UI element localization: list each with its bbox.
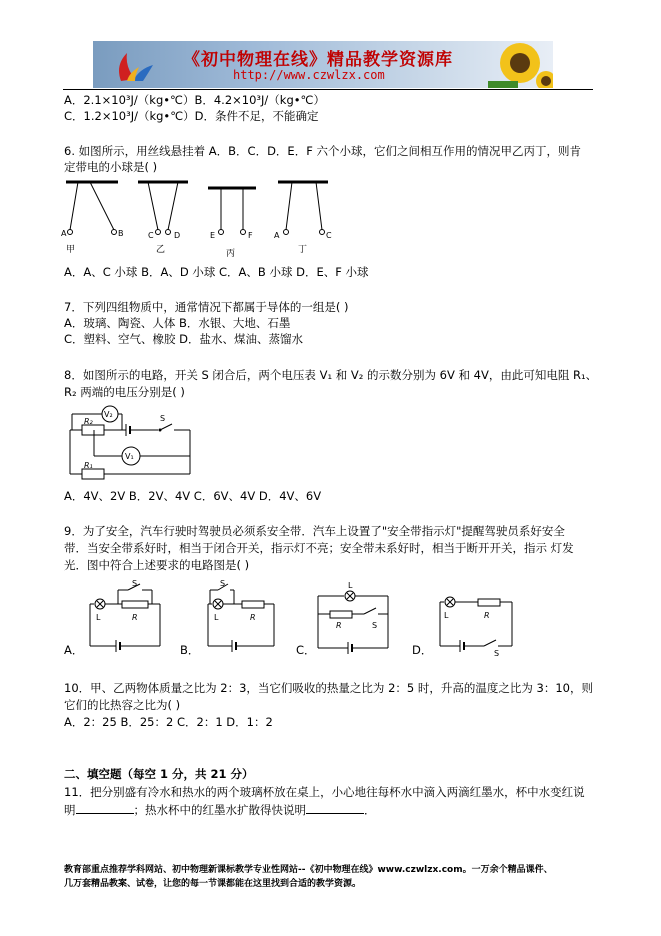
q6-ball-label: C: [326, 231, 332, 240]
q9-option-d: D．: [412, 643, 433, 657]
q9-circuit-b: [208, 579, 274, 652]
q6-fig-yi: [138, 182, 188, 235]
q8-stem-line2: R₂ 两端的电压分别是( ): [64, 385, 185, 399]
svg-text:S: S: [132, 579, 138, 588]
svg-text:S: S: [494, 649, 500, 658]
q11-prefix: 明: [64, 803, 76, 817]
footer-line1: 教育部重点推荐学科网站、初中物理新课标教学专业性网站--《初中物理在线》www.czwlzx.com。一万余个精品课件、: [64, 865, 553, 875]
q10-stem-line1: 10．甲、乙两物体质量之比为 2：3，当它们吸收的热量之比为 2：5 时，升高的温度之比为 3：10，则: [64, 681, 593, 695]
q6-fig-caption: 丙: [226, 249, 236, 258]
q9-circuit-a: [90, 579, 160, 652]
svg-text:R: R: [484, 611, 490, 620]
q8-options: A．4V、2V B．2V、4V C．6V、4V D．4V、6V: [64, 489, 322, 503]
sunflower-icon: [488, 41, 553, 88]
q9-circuit-d: [440, 597, 512, 658]
q10-options: A．2：25 B．25：2 C．2：1 D．1：2: [64, 715, 273, 729]
svg-text:R: R: [132, 613, 138, 622]
q9-stem-line1: 9．为了安全，汽车行驶时驾驶员必须系安全带．汽车上设置了"安全带指示灯"提醒驾驶员系好安全: [64, 524, 565, 538]
section-heading: 二、填空题（每空 1 分，共 21 分）: [64, 767, 254, 781]
q9-stem-line2: 带．当安全带系好时，相当于闭合开关，指示灯不亮；安全带未系好时，相当于断开开关，指示 灯发: [64, 541, 574, 555]
q6-stem-line2: 定带电的小球是( ): [64, 160, 158, 174]
q9-circuit-c: [318, 581, 388, 654]
header-rule: [63, 89, 593, 90]
q11-line2: [64, 801, 376, 818]
q11-line1: 11．把分别盛有冷水和热水的两个玻璃杯放在桌上，小心地往每杯水中滴入两滴红墨水，杯中水变红说: [64, 785, 585, 799]
svg-text:R: R: [250, 613, 256, 622]
svg-text:S: S: [372, 621, 378, 630]
site-logo-icon: [113, 47, 163, 85]
answer-blank-1[interactable]: [76, 801, 134, 814]
q11-middle: ；热水杯中的红墨水扩散得快说明: [133, 803, 306, 817]
svg-text:S: S: [220, 579, 226, 588]
svg-text:R: R: [336, 621, 342, 630]
q6-fig-caption: 乙: [156, 245, 166, 255]
q7-options-line1: A．玻璃、陶瓷、人体 B．水银、大地、石墨: [64, 316, 291, 330]
q6-ball-label: B: [118, 229, 124, 238]
q8-stem-line1: 8．如图所示的电路，开关 S 闭合后，两个电压表 V₁ 和 V₂ 的示数分别为 6V 和 4V，由此可知电阻 R₁、: [64, 368, 598, 382]
q6-ball-label: E: [210, 231, 216, 240]
q6-fig-ding: [278, 182, 328, 235]
q8-label-s: S: [160, 414, 166, 423]
q8-circuit-diagram: [64, 402, 204, 484]
q9-circuit-options: [60, 578, 530, 658]
q8-label-v1: V₁: [125, 452, 134, 461]
banner-url[interactable]: http://www.czwlzx.com: [233, 68, 385, 82]
q9-option-a: A．: [64, 643, 84, 657]
q9-option-c: C．: [296, 643, 316, 657]
q8-label-r1: R₁: [84, 461, 93, 470]
q9-stem-line3: 光．图中符合上述要求的电路图是( ): [64, 558, 250, 572]
q6-ball-label: F: [248, 231, 253, 240]
q10-stem-line2: 它们的比热容之比为( ): [64, 698, 181, 712]
banner-title: 《初中物理在线》精品教学资源库: [183, 50, 453, 70]
svg-text:L: L: [214, 613, 219, 622]
q9-option-b: B．: [180, 643, 200, 657]
svg-text:L: L: [444, 611, 449, 620]
svg-text:L: L: [96, 613, 101, 622]
q6-fig-bing: [208, 188, 256, 235]
q6-ball-label: D: [174, 231, 181, 240]
q6-stem-line1: 6. 如图所示，用丝线悬挂着 A．B．C．D．E．F 六个小球，它们之间相互作用的情况甲乙丙丁，则肯: [64, 144, 581, 158]
q5-options-line2: C．1.2×10³J/（kg•℃）D．条件不足，不能确定: [64, 109, 319, 123]
header-banner: [93, 41, 553, 88]
q11-end: ．: [364, 803, 376, 817]
q6-fig-caption: 丁: [298, 245, 308, 255]
q7-options-line2: C．塑料、空气、橡胶 D．盐水、煤油、蒸馏水: [64, 332, 304, 346]
q8-label-r2: R₂: [84, 417, 93, 426]
answer-blank-2[interactable]: [306, 801, 364, 814]
q5-options-line1: A．2.1×10³J/（kg•℃）B．4.2×10³J/（kg•℃）: [64, 93, 325, 107]
q6-ball-label: C: [148, 231, 154, 240]
q6-ball-label: A: [274, 231, 280, 240]
footer-line2: 几万套精品教案、试卷，让您的每一节课都能在这里找到合适的教学资源。: [64, 879, 362, 889]
q6-fig-jia: [66, 182, 118, 235]
q6-fig-caption: 甲: [66, 245, 76, 255]
q8-label-v2: V₂: [104, 410, 113, 419]
q7-stem: 7．下列四组物质中，通常情况下都属于导体的一组是( ): [64, 300, 349, 314]
q6-ball-label: A: [61, 229, 67, 238]
svg-text:L: L: [348, 581, 353, 590]
q6-figure: [60, 176, 340, 258]
q6-options: A．A、C 小球 B．A、D 小球 C．A、B 小球 D．E、F 小球: [64, 265, 369, 279]
